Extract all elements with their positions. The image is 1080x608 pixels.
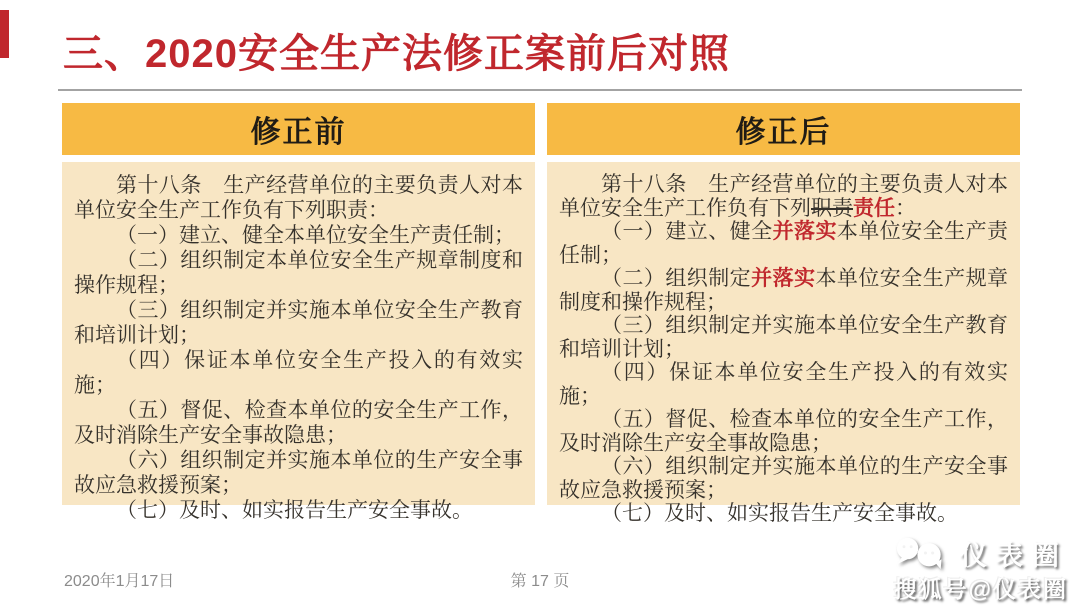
clause-text: （四）保证本单位安全生产投入的有效实施； bbox=[74, 349, 523, 397]
title-accent-bar bbox=[0, 10, 9, 58]
paragraph bbox=[74, 398, 523, 448]
clause-text: （一）建立、健全 bbox=[601, 220, 773, 243]
paragraph bbox=[74, 448, 523, 498]
column-before bbox=[62, 103, 535, 522]
column-before-body bbox=[62, 162, 535, 522]
watermark bbox=[892, 536, 1068, 604]
clause-text: 第十八条 生产经营单位的主要负责人对本单位安全生产工作负有下列职责： bbox=[74, 174, 523, 222]
clause-text: （三）组织制定并实施本单位安全生产教育和培训计划； bbox=[559, 314, 1008, 361]
clause-text: （七）及时、如实报告生产安全事故。 bbox=[601, 502, 958, 525]
clause-text: （二）组织制定本单位安全生产规章制度和操作规程； bbox=[74, 249, 523, 297]
column-after bbox=[547, 103, 1020, 525]
comparison-table bbox=[62, 103, 1020, 525]
paragraph bbox=[74, 498, 523, 523]
paragraph bbox=[559, 173, 1008, 220]
amended-text: 并落实 bbox=[751, 267, 816, 290]
clause-text: （七）及时、如实报告生产安全事故。 bbox=[116, 499, 473, 522]
paragraph bbox=[559, 502, 1008, 526]
column-before-header: 修正前 bbox=[62, 103, 535, 155]
clause-text: （一）建立、健全本单位安全生产责任制； bbox=[116, 224, 515, 247]
clause-text: 本单位安全生产规章制度和操作规程； bbox=[559, 267, 1009, 314]
paragraph bbox=[559, 455, 1008, 502]
clause-text: （六）组织制定并实施本单位的生产安全事故应急救援预案； bbox=[74, 449, 523, 497]
paragraph bbox=[559, 220, 1008, 267]
watermark-brand-row bbox=[892, 536, 1068, 570]
clause-text: 第十八条 生产经营单位的主要负责人对本单位安全生产工作负有下列 bbox=[559, 173, 1008, 220]
clause-text: 本单位安全生产责任制； bbox=[559, 220, 1009, 267]
footer-date: 2020年1月17日 bbox=[64, 573, 175, 590]
title-underline bbox=[58, 89, 1022, 91]
clause-text: （二）组织制定 bbox=[601, 267, 752, 290]
paragraph bbox=[559, 408, 1008, 455]
column-after-header: 修正后 bbox=[547, 103, 1020, 155]
paragraph bbox=[559, 267, 1008, 314]
paragraph bbox=[74, 223, 523, 248]
clause-text: （五）督促、检查本单位的安全生产工作，及时消除生产安全事故隐患； bbox=[559, 408, 1008, 455]
amended-text: 并落实 bbox=[772, 220, 837, 243]
amended-text: 责任 bbox=[853, 196, 895, 220]
amended-text: 职责 bbox=[811, 196, 853, 220]
clause-text: （四）保证本单位安全生产投入的有效实施； bbox=[559, 361, 1008, 408]
paragraph bbox=[74, 248, 523, 298]
column-after-body bbox=[547, 162, 1020, 525]
clause-text: （六）组织制定并实施本单位的生产安全事故应急救援预案； bbox=[559, 455, 1008, 502]
chat-bubbles-icon bbox=[892, 536, 950, 570]
paragraph bbox=[559, 314, 1008, 361]
page-title: 三、2020安全生产法修正案前后对照 bbox=[63, 32, 730, 76]
clause-text: （三）组织制定并实施本单位安全生产教育和培训计划； bbox=[74, 299, 523, 347]
paragraph bbox=[74, 348, 523, 398]
paragraph bbox=[74, 173, 523, 223]
clause-text: ： bbox=[895, 196, 916, 220]
watermark-account: 搜狐号@仪表圈 bbox=[893, 576, 1068, 602]
watermark-brand: 仪表圈 bbox=[960, 540, 1068, 571]
paragraph bbox=[559, 361, 1008, 408]
footer-page-number: 第 17 页 bbox=[510, 573, 570, 590]
clause-text: （五）督促、检查本单位的安全生产工作，及时消除生产安全事故隐患； bbox=[74, 399, 523, 447]
paragraph bbox=[74, 298, 523, 348]
